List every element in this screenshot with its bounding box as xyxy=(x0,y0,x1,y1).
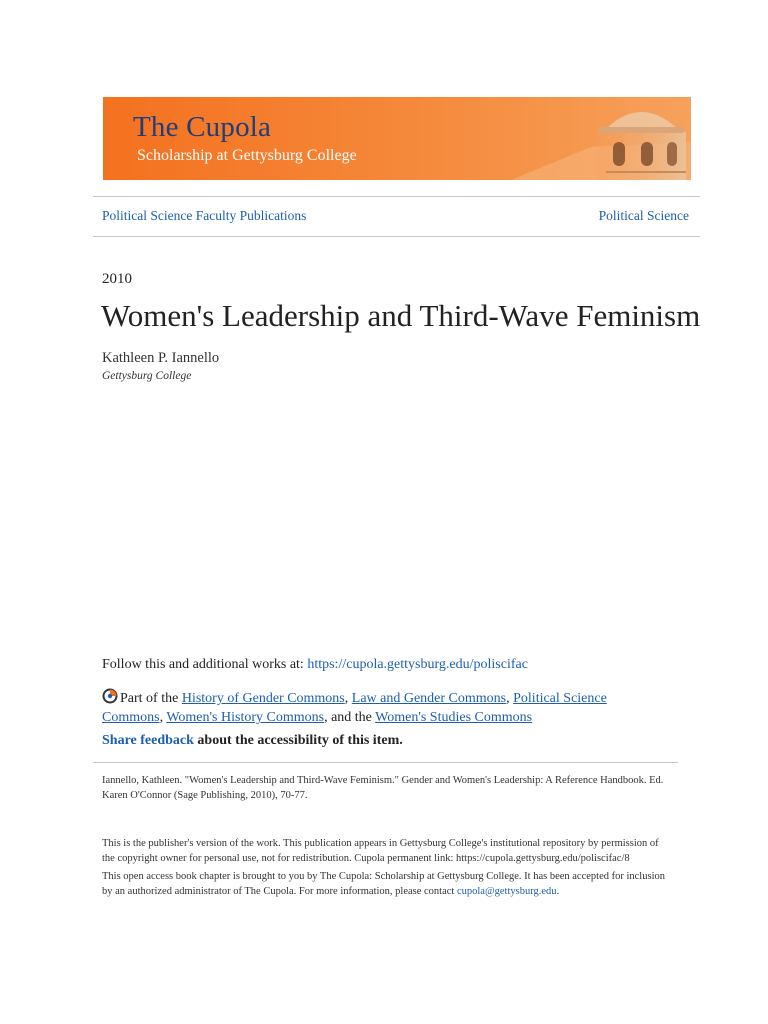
open-access-notice: This open access book chapter is brought to you by The Cupola: Scholarship at Gettysburg College. It has been accepted for inclusion by an authorized administrator of The Cupola. For more information, please contact cupola@gettysburg.edu. xyxy=(102,871,665,897)
citation-rule xyxy=(93,762,678,763)
nav-bottom-rule xyxy=(93,236,700,237)
citation-text: Iannello, Kathleen. "Women's Leadership and Third-Wave Feminism." Gender and Women's Leadership: A Reference Handbook. Ed. Karen O'Connor (Sage Publishing, 2010), 70-77. xyxy=(102,775,664,801)
header-banner xyxy=(103,97,691,180)
feedback-rest: about the accessibility of this item. xyxy=(193,733,403,748)
history-of-gender-commons-link[interactable]: History of Gender Commons xyxy=(181,691,345,706)
follow-line xyxy=(102,657,528,673)
share-feedback-link[interactable]: Share feedback xyxy=(102,733,194,748)
banner-title: The Cupola xyxy=(133,111,272,143)
nav-top-rule xyxy=(93,196,700,197)
feedback-line xyxy=(102,733,403,749)
collection-url-link[interactable]: https://cupola.gettysburg.edu/poliscifac xyxy=(307,657,528,672)
contact-email-link[interactable]: cupola@gettysburg.edu xyxy=(456,886,557,897)
author-affiliation: Gettysburg College xyxy=(102,370,192,382)
paper-title: Women's Leadership and Third-Wave Feminism xyxy=(101,298,701,333)
law-and-gender-commons-link[interactable]: Law and Gender Commons xyxy=(351,691,507,706)
faculty-publications-link[interactable]: Political Science Faculty Publications xyxy=(102,208,307,223)
banner-subtitle: Scholarship at Gettysburg College xyxy=(137,147,357,164)
womens-studies-commons-link[interactable]: Women's Studies Commons xyxy=(375,710,533,725)
author-name: Kathleen P. Iannello xyxy=(102,350,220,366)
part-of-commons: Part of the History of Gender Commons, Law and Gender Commons, Political Science Commons, Women's History Commons, and the Women's Studies Commons xyxy=(102,688,662,727)
womens-history-commons-link[interactable]: Women's History Commons xyxy=(166,710,325,725)
part-of-prefix: Part of the xyxy=(120,691,182,706)
publisher-notice: This is the publisher's version of the work. This publication appears in Gettysburg College's institutional repository by permission of the copyright owner for personal use, not for redistribution. Cupola permanent link: https://cupola.gettysburg.edu/poliscifac/8 xyxy=(102,838,659,864)
follow-prefix: Follow this and additional works at: xyxy=(102,657,308,672)
open-access-text: This open access book chapter is brought to you by The Cupola: Scholarship at Gettysburg College. It has been accepted for inclusion by an authorized administrator of The Cupola. For more information, please contact xyxy=(102,871,665,897)
bepress-commons-icon xyxy=(102,688,118,704)
political-science-commons-link[interactable]: Political Science Commons xyxy=(102,691,607,725)
political-science-link[interactable]: Political Science xyxy=(598,208,689,223)
publication-year: 2010 xyxy=(102,271,132,287)
cupola-dome-icon xyxy=(491,97,691,180)
